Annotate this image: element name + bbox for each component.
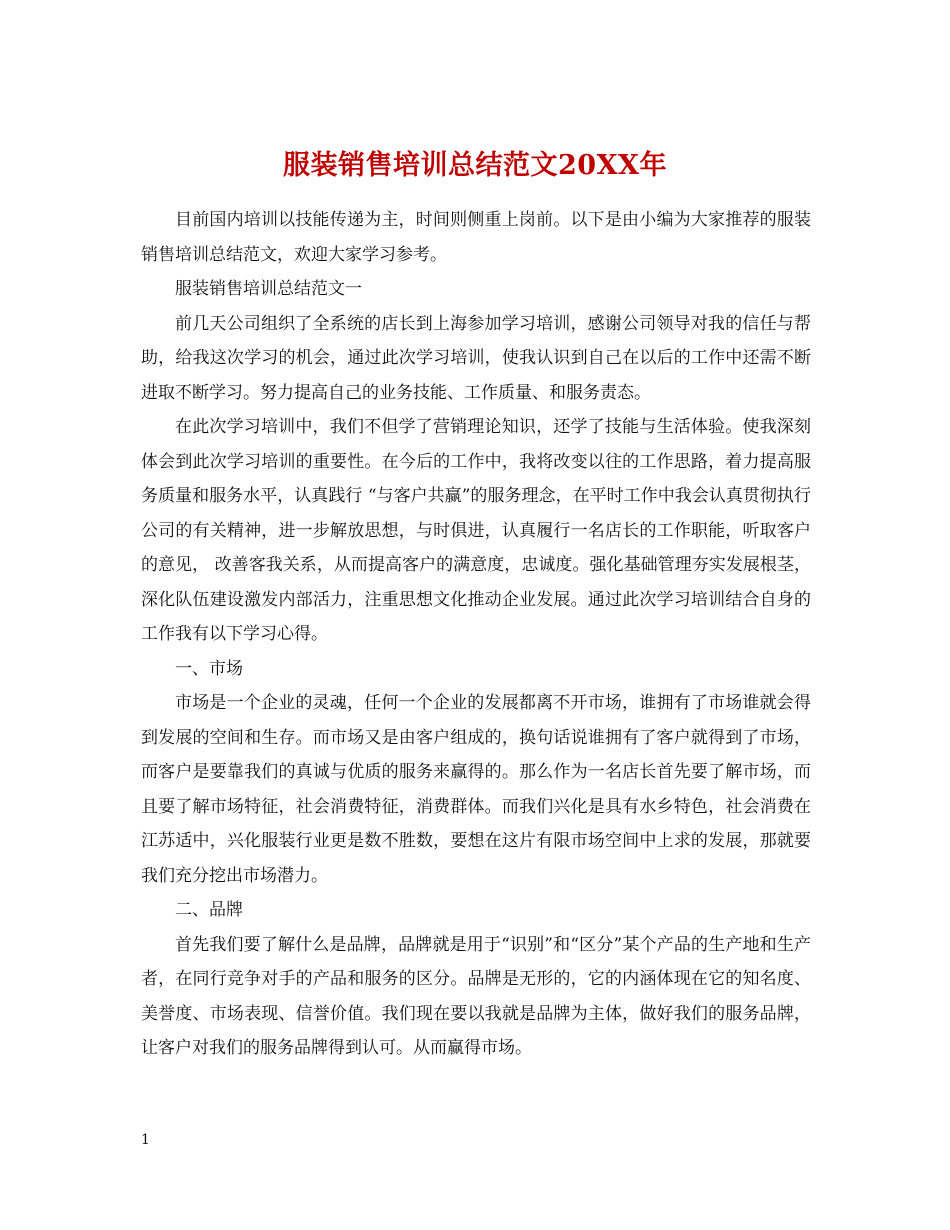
body-paragraph: 在此次学习培训中，我们不但学了营销理论知识，还学了技能与生活体验。使我深刻体会到此次学习培训的重要性。在今后的工作中，我将改变以往的工作思路，着力提高服务质量和服务水平，认真践行 “与客户共赢”的服务理念，在平时工作中我会认真贯彻执行公司的有关精神，进一步解放思想，与时俱进，认真履行一名店长的工作职能，听取客户的意见， 改善客我关系，从而提高客户的满意度，忠诚度。强化基础管理夯实发展根茎，深化队伍建设激发内部活力，注重思想文化推动企业发展。通过此次学习培训结合自身的工作我有以下学习心得。 [141, 417, 811, 644]
section-heading-brand: 二、品牌 [175, 900, 243, 920]
section-heading-market: 一、市场 [175, 658, 243, 679]
section-heading-sample-one: 服装销售培训总结范文一 [175, 279, 362, 299]
intro-paragraph: 目前国内培训以技能传递为主，时间则侧重上岗前。以下是由小编为大家推荐的服装销售培训总结范文，欢迎大家学习参考。 [141, 210, 811, 265]
page-title: 服装销售培训总结范文20XX年 [283, 150, 667, 182]
document-body [141, 203, 811, 1066]
page-number: 1 [141, 1132, 150, 1148]
body-paragraph: 前几天公司组织了全系统的店长到上海参加学习培训，感谢公司领导对我的信任与帮助，给我这次学习的机会，通过此次学习培训，使我认识到自己在以后的工作中还需不断进取不断学习。努力提高自己的业务技能、工作质量、和服务责态。 [141, 313, 811, 403]
body-paragraph: 首先我们要了解什么是品牌，品牌就是用于“识别”和“区分”某个产品的生产地和生产者，在同行竞争对手的产品和服务的区分。品牌是无形的，它的内涵体现在它的知名度、美誉度、市场表现、信誉价值。我们现在要以我就是品牌为主体，做好我们的服务品牌，让客户对我们的服务品牌得到认可。从而赢得市场。 [141, 934, 811, 1058]
body-paragraph: 市场是一个企业的灵魂，任何一个企业的发展都离不开市场，谁拥有了市场谁就会得到发展的空间和生存。而市场又是由客户组成的，换句话说谁拥有了客户就得到了市场，而客户是要靠我们的真诚与优质的服务来赢得的。那么作为一名店长首先要了解市场，而且要了解市场特征，社会消费特征，消费群体。而我们兴化是具有水乡特色，社会消费在江苏适中，兴化服装行业更是数不胜数，要想在这片有限市场空间中上求的发展，那就要我们充分挖出市场潜力。 [141, 693, 811, 886]
